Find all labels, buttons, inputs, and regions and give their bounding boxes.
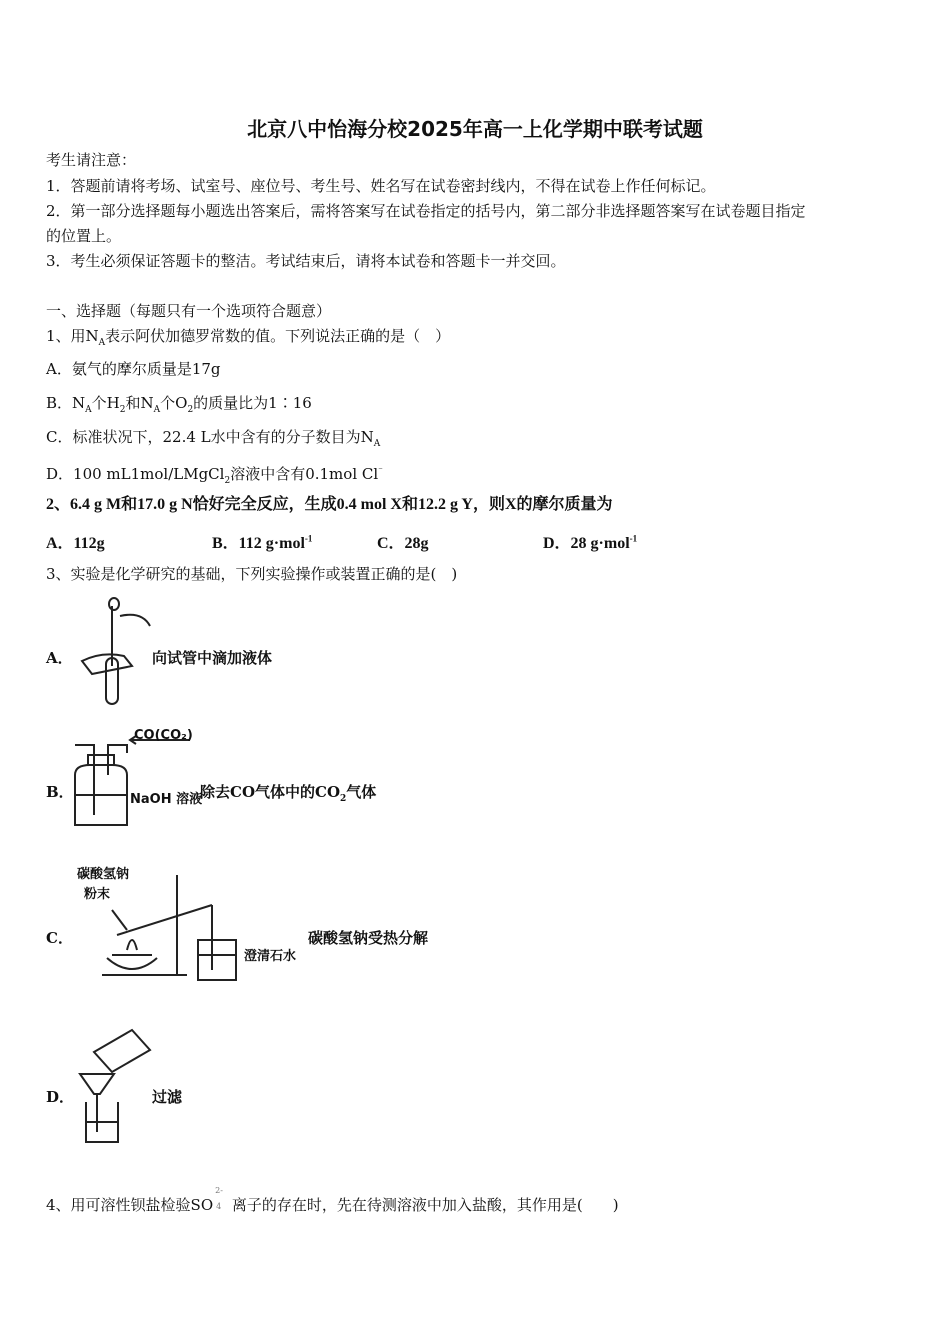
notice-heading: 考生请注意： bbox=[46, 151, 137, 169]
question-1 bbox=[46, 326, 450, 353]
gas-label: CO(CO₂) bbox=[134, 728, 193, 743]
notice-item: 1．答题前请将考场、试室号、座位号、考生号、姓名写在试卷密封线内，不得在试卷上作任何标记。 bbox=[46, 177, 716, 195]
solution-label: NaOH 溶液 bbox=[130, 792, 202, 807]
t: 离子的存在时，先在待测溶液中加入盐酸，其作用是( ) bbox=[227, 1196, 619, 1214]
t: 2 bbox=[119, 405, 126, 415]
t: D．100 mL1mol/LMgCl bbox=[46, 465, 225, 483]
q3-option-c-label: C． bbox=[46, 929, 73, 947]
t: 4 bbox=[216, 1202, 222, 1211]
t: 气体 bbox=[346, 783, 377, 801]
limewater-label: 澄清石水 bbox=[244, 949, 297, 964]
q3-option-d-text: 过滤 bbox=[152, 1088, 183, 1106]
t: 2 bbox=[224, 476, 231, 486]
q2-option-a: A．112g bbox=[46, 535, 105, 552]
q1-option-b bbox=[46, 393, 312, 420]
q1-stem: 表示阿伏加德罗常数的值。下列说法正确的是（ ） bbox=[105, 327, 451, 345]
t: 4、用可溶性钡盐检验SO bbox=[46, 1196, 214, 1214]
t: B．N bbox=[46, 394, 86, 412]
t: 的质量比为1∶16 bbox=[193, 394, 312, 412]
section-heading: 一、选择题（每题只有一个选项符合题意） bbox=[46, 302, 332, 320]
q1-option-a: A．氨气的摩尔质量是17g bbox=[46, 360, 221, 378]
notice-item: 的位置上。 bbox=[46, 227, 122, 245]
powder-label: 碳酸氢钠 bbox=[77, 867, 130, 882]
notice-item: 3．考生必须保证答题卡的整洁。考试结束后，请将本试卷和答题卡一并交回。 bbox=[46, 252, 566, 270]
gas-washing-bottle-image bbox=[72, 725, 202, 833]
q2-option-c: C．28g bbox=[377, 535, 429, 552]
heating-apparatus-image bbox=[72, 860, 312, 985]
t: 2- bbox=[215, 1186, 223, 1195]
t: A bbox=[85, 405, 92, 415]
t: A bbox=[373, 439, 381, 449]
t: 和N bbox=[125, 394, 154, 412]
q1-sub: A bbox=[98, 338, 106, 348]
filtration-image bbox=[72, 1022, 162, 1147]
question-4 bbox=[46, 1186, 619, 1215]
page-title: 北京八中怡海分校2025年高一上化学期中联考试题 bbox=[247, 117, 703, 141]
t: 个H bbox=[91, 394, 120, 412]
q3-option-d-label: D． bbox=[46, 1088, 75, 1106]
question-3: 3、实验是化学研究的基础，下列实验操作或装置正确的是( ) bbox=[46, 565, 458, 583]
q3-option-a-text: 向试管中滴加液体 bbox=[152, 649, 273, 667]
t: A bbox=[153, 405, 161, 415]
q3-option-b-label: B． bbox=[46, 783, 74, 801]
t: 2 bbox=[340, 794, 347, 804]
t: 2 bbox=[187, 405, 194, 415]
t: D．28 g·mol bbox=[543, 535, 630, 552]
t: ⁻ bbox=[378, 466, 383, 476]
question-2: 2、6.4 g M和17.0 g N恰好完全反应，生成0.4 mol X和12.2 g Y，则X的摩尔质量为 bbox=[46, 496, 613, 513]
t: C．标准状况下，22.4 L水中含有的分子数目为N bbox=[46, 428, 374, 446]
q3-option-a-label: A． bbox=[46, 649, 73, 667]
dropper-test-tube-image bbox=[72, 596, 157, 708]
q2-option-d bbox=[543, 530, 637, 553]
q3-option-c-text: 碳酸氢钠受热分解 bbox=[308, 929, 429, 947]
q2-option-b bbox=[212, 530, 312, 553]
t: -1 bbox=[304, 533, 313, 544]
q1-stem: 1、用N bbox=[46, 327, 99, 345]
t: 除去CO气体中的CO bbox=[200, 783, 341, 801]
t: 个O bbox=[160, 394, 188, 412]
t: 溶液中含有0.1mol Cl bbox=[230, 465, 379, 483]
notice-item: 2．第一部分选择题每小题选出答案后，需将答案写在试卷指定的括号内，第二部分非选择题答案写在试卷题目指定 bbox=[46, 202, 806, 220]
powder-label: 粉末 bbox=[84, 887, 111, 902]
t: B．112 g·mol bbox=[212, 535, 305, 552]
q1-option-d bbox=[46, 461, 383, 491]
t: -1 bbox=[629, 533, 638, 544]
q1-option-c bbox=[46, 427, 380, 454]
q3-option-b-text bbox=[200, 782, 376, 809]
